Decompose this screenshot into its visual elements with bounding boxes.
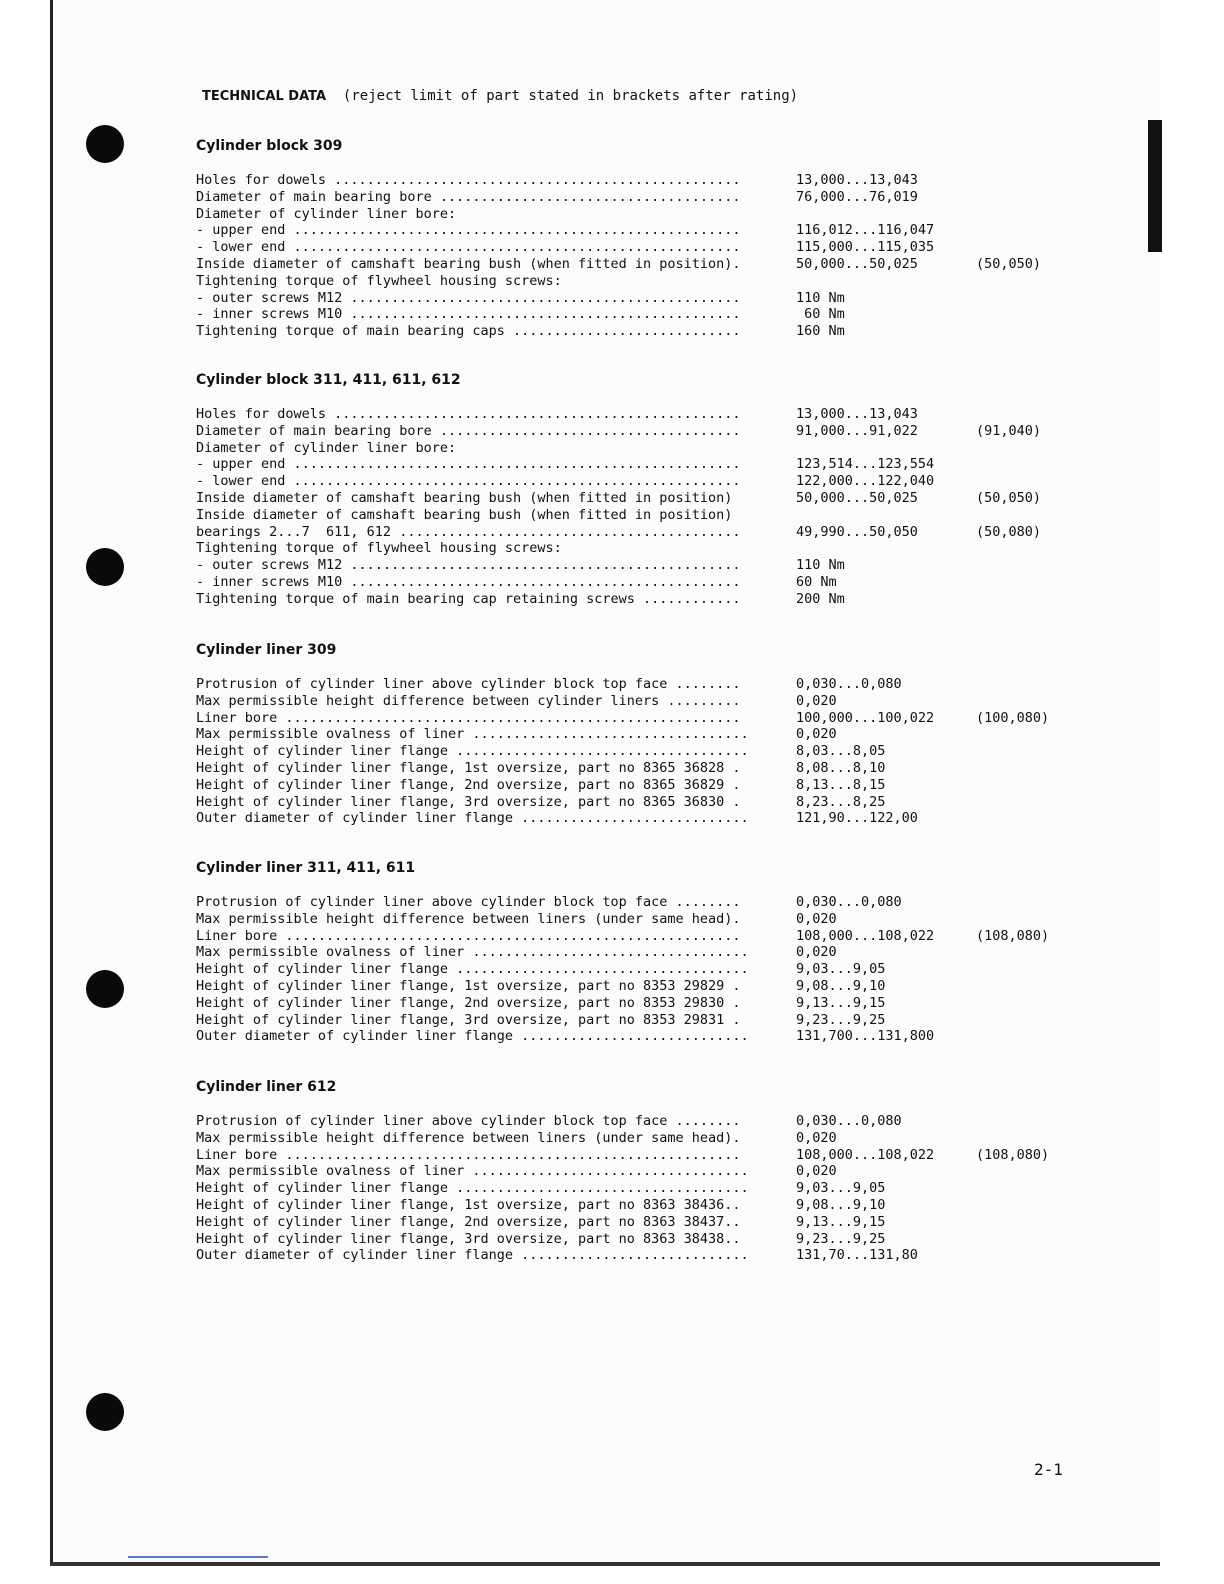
spec-label: Holes for dowels .................................................. xyxy=(196,172,741,188)
spec-label: Tightening torque of flywheel housing screws: xyxy=(196,272,562,289)
spec-row xyxy=(196,256,1096,273)
spec-label: Max permissible height difference between liners (under same head). xyxy=(196,910,741,927)
spec-row xyxy=(196,1180,1096,1197)
spec-label: Max permissible ovalness of liner .................................. xyxy=(196,944,749,961)
spec-reject xyxy=(976,1028,1076,1045)
spec-reject xyxy=(976,557,1076,574)
spec-reject xyxy=(976,911,1076,928)
spec-label: Tightening torque of flywheel housing screws: xyxy=(196,540,562,557)
title-subtitle: (reject limit of part stated in brackets after rating) xyxy=(342,88,799,104)
spec-label: bearings 2...7 611, 612 .......................................... xyxy=(196,523,741,540)
spec-value xyxy=(796,440,976,457)
spec-row xyxy=(196,1197,1096,1214)
spec-label: Max permissible ovalness of liner .................................. xyxy=(196,1163,749,1180)
spec-reject xyxy=(976,406,1076,423)
section-1 xyxy=(196,138,1096,340)
spec-value: 8,03...8,05 xyxy=(796,743,886,760)
spec-label: Height of cylinder liner flange, 3rd oversize, part no 8363 38438.. xyxy=(196,1230,741,1247)
spec-value: 9,23...9,25 xyxy=(796,1230,886,1247)
spec-value: 200 Nm xyxy=(796,590,845,607)
spec-value: 9,03...9,05 xyxy=(796,961,886,978)
spec-label: - upper end ....................................................... xyxy=(196,222,741,239)
spec-value: 91,000...91,022 xyxy=(796,422,918,439)
spec-reject: (108,080) xyxy=(976,1146,1050,1163)
spec-label: Height of cylinder liner flange, 3rd oversize, part no 8353 29831 . xyxy=(196,1011,741,1028)
spec-value: 0,020 xyxy=(796,692,837,709)
spec-row xyxy=(196,911,1096,928)
binder-hole-4 xyxy=(86,1393,124,1431)
spec-value: 60 Nm xyxy=(796,573,837,590)
spec-reject xyxy=(976,995,1076,1012)
spec-reject xyxy=(976,693,1076,710)
spec-reject xyxy=(976,574,1076,591)
page-left-edge xyxy=(50,0,53,1566)
spec-reject: (108,080) xyxy=(976,927,1050,944)
spec-row xyxy=(196,440,1096,457)
spec-value: 110 Nm xyxy=(796,289,845,306)
spec-row xyxy=(196,1163,1096,1180)
spec-reject xyxy=(976,206,1076,223)
spec-row xyxy=(196,1147,1096,1164)
spec-row xyxy=(196,710,1096,727)
spec-label: Liner bore ........................................................ xyxy=(196,1146,741,1163)
spec-row xyxy=(196,490,1096,507)
spec-value: 115,000...115,035 xyxy=(796,239,935,256)
spec-value: 13,000...13,043 xyxy=(796,406,918,422)
spec-row xyxy=(196,222,1096,239)
spec-row xyxy=(196,1113,1096,1130)
spec-reject xyxy=(976,172,1076,189)
spec-label: Height of cylinder liner flange, 1st oversize, part no 8363 38436.. xyxy=(196,1196,741,1213)
spec-value: 0,030...0,080 xyxy=(796,676,902,692)
spec-row xyxy=(196,206,1096,223)
spec-label: Height of cylinder liner flange, 1st oversize, part no 8353 29829 . xyxy=(196,977,741,994)
spec-label: Liner bore ........................................................ xyxy=(196,927,741,944)
spec-row xyxy=(196,524,1096,541)
spec-value: 0,020 xyxy=(796,1129,837,1146)
spec-reject xyxy=(976,894,1076,911)
change-bar xyxy=(1148,120,1162,252)
spec-label: Max permissible ovalness of liner .................................. xyxy=(196,726,749,743)
spec-value: 9,08...9,10 xyxy=(796,1196,886,1213)
spec-value: 60 Nm xyxy=(796,306,845,323)
spec-value: 9,23...9,25 xyxy=(796,1011,886,1028)
spec-label: Height of cylinder liner flange .................................... xyxy=(196,1180,749,1197)
spec-reject xyxy=(976,777,1076,794)
spec-label: Protrusion of cylinder liner above cylinder block top face ........ xyxy=(196,1113,741,1129)
spec-reject xyxy=(976,810,1076,827)
spec-value: 9,03...9,05 xyxy=(796,1180,886,1197)
spec-reject: (100,080) xyxy=(976,709,1050,726)
spec-reject xyxy=(976,456,1076,473)
spec-row xyxy=(196,961,1096,978)
spec-reject xyxy=(976,273,1076,290)
spec-value: 160 Nm xyxy=(796,323,845,340)
spec-label: Protrusion of cylinder liner above cylinder block top face ........ xyxy=(196,676,741,692)
spec-reject xyxy=(976,1130,1076,1147)
spec-label: - lower end ....................................................... xyxy=(196,239,741,256)
spec-value: 108,000...108,022 xyxy=(796,1146,935,1163)
spec-value xyxy=(796,206,976,223)
spec-reject xyxy=(976,1247,1076,1264)
spec-row xyxy=(196,794,1096,811)
spec-row xyxy=(196,323,1096,340)
spec-reject xyxy=(976,944,1076,961)
spec-label: - upper end ....................................................... xyxy=(196,456,741,473)
spec-row xyxy=(196,693,1096,710)
spec-label: Max permissible height difference between liners (under same head). xyxy=(196,1129,741,1146)
spec-row xyxy=(196,507,1096,524)
spec-row xyxy=(196,239,1096,256)
spec-reject: (91,040) xyxy=(976,422,1042,439)
spec-label: Diameter of cylinder liner bore: xyxy=(196,439,457,456)
spec-row xyxy=(196,273,1096,290)
section-4 xyxy=(196,860,1096,1045)
spec-value: 49,990...50,050 xyxy=(796,523,918,540)
spec-reject xyxy=(976,473,1076,490)
section-5 xyxy=(196,1079,1096,1264)
spec-reject xyxy=(976,760,1076,777)
spec-row xyxy=(196,726,1096,743)
spec-label: - inner screws M10 ................................................ xyxy=(196,306,741,323)
spec-reject xyxy=(976,743,1076,760)
spec-row xyxy=(196,306,1096,323)
spec-value: 131,70...131,80 xyxy=(796,1247,918,1264)
spec-value: 0,030...0,080 xyxy=(796,894,902,910)
title-text: TECHNICAL DATA xyxy=(202,89,327,104)
scan-artifact-line xyxy=(128,1556,268,1558)
spec-label: Diameter of cylinder liner bore: xyxy=(196,205,457,222)
spec-row xyxy=(196,456,1096,473)
spec-label: Liner bore ........................................................ xyxy=(196,709,741,726)
spec-row xyxy=(196,760,1096,777)
spec-value: 123,514...123,554 xyxy=(796,456,935,473)
spec-value: 50,000...50,025 xyxy=(796,489,918,506)
spec-row xyxy=(196,423,1096,440)
spec-row xyxy=(196,1012,1096,1029)
spec-reject: (50,050) xyxy=(976,489,1042,506)
spec-reject xyxy=(976,222,1076,239)
spec-label: Inside diameter of camshaft bearing bush (when fitted in position) xyxy=(196,489,733,506)
page-bottom-edge xyxy=(50,1562,1160,1566)
spec-reject xyxy=(976,794,1076,811)
spec-reject xyxy=(976,1180,1076,1197)
spec-label: Height of cylinder liner flange .................................... xyxy=(196,743,749,760)
spec-label: Outer diameter of cylinder liner flange ............................ xyxy=(196,810,749,827)
spec-row xyxy=(196,1214,1096,1231)
spec-label: Inside diameter of camshaft bearing bush (when fitted in position). xyxy=(196,255,741,272)
spec-value: 0,030...0,080 xyxy=(796,1113,902,1129)
spec-row xyxy=(196,574,1096,591)
spec-row xyxy=(196,1231,1096,1248)
spec-value: 121,90...122,00 xyxy=(796,810,918,827)
spec-value: 50,000...50,025 xyxy=(796,255,918,272)
section-2 xyxy=(196,372,1096,608)
spec-value: 100,000...100,022 xyxy=(796,709,935,726)
spec-row xyxy=(196,810,1096,827)
section-heading: Cylinder block 309 xyxy=(196,138,343,154)
spec-label: Height of cylinder liner flange, 2nd oversize, part no 8353 29830 . xyxy=(196,994,741,1011)
spec-label: - outer screws M12 ................................................ xyxy=(196,289,741,306)
spec-value: 76,000...76,019 xyxy=(796,188,918,205)
spec-value: 9,08...9,10 xyxy=(796,977,886,994)
binder-hole-1 xyxy=(86,125,124,163)
spec-value: 131,700...131,800 xyxy=(796,1028,935,1045)
section-heading: Cylinder block 311, 411, 611, 612 xyxy=(196,372,461,388)
page-number: 2-1 xyxy=(1034,1460,1063,1479)
spec-label: Height of cylinder liner flange .................................... xyxy=(196,961,749,978)
spec-value: 0,020 xyxy=(796,944,837,961)
spec-value: 8,13...8,15 xyxy=(796,776,886,793)
spec-reject xyxy=(976,961,1076,978)
spec-row xyxy=(196,406,1096,423)
spec-reject xyxy=(976,978,1076,995)
spec-row xyxy=(196,290,1096,307)
spec-reject: (50,080) xyxy=(976,523,1042,540)
spec-reject xyxy=(976,591,1076,608)
spec-label: - inner screws M10 ................................................ xyxy=(196,573,741,590)
spec-row xyxy=(196,557,1096,574)
spec-label: Diameter of main bearing bore ..................................... xyxy=(196,188,741,205)
spec-label: - outer screws M12 ................................................ xyxy=(196,557,741,574)
spec-row xyxy=(196,172,1096,189)
spec-row xyxy=(196,944,1096,961)
spec-reject xyxy=(976,1163,1076,1180)
spec-label: Height of cylinder liner flange, 2nd oversize, part no 8365 36829 . xyxy=(196,776,741,793)
spec-reject xyxy=(976,1231,1076,1248)
spec-row xyxy=(196,189,1096,206)
spec-row xyxy=(196,1130,1096,1147)
spec-label: Diameter of main bearing bore ..................................... xyxy=(196,422,741,439)
spec-value xyxy=(796,507,976,524)
spec-label: Max permissible height difference between cylinder liners ......... xyxy=(196,692,741,709)
spec-row xyxy=(196,894,1096,911)
spec-row xyxy=(196,995,1096,1012)
spec-label: Tightening torque of main bearing cap retaining screws ............ xyxy=(196,590,741,607)
spec-row xyxy=(196,676,1096,693)
spec-value: 8,08...8,10 xyxy=(796,759,886,776)
spec-value: 13,000...13,043 xyxy=(796,172,918,188)
spec-reject xyxy=(976,1197,1076,1214)
spec-value: 122,000...122,040 xyxy=(796,473,935,490)
spec-reject xyxy=(976,239,1076,256)
spec-row xyxy=(196,591,1096,608)
spec-label: Protrusion of cylinder liner above cylinder block top face ........ xyxy=(196,894,741,910)
spec-value: 108,000...108,022 xyxy=(796,927,935,944)
spec-value: 0,020 xyxy=(796,1163,837,1180)
spec-label: Outer diameter of cylinder liner flange ............................ xyxy=(196,1247,749,1264)
spec-reject xyxy=(976,323,1076,340)
page-title xyxy=(202,88,798,104)
spec-reject xyxy=(976,540,1076,557)
binder-hole-2 xyxy=(86,548,124,586)
spec-reject xyxy=(976,306,1076,323)
spec-label: Height of cylinder liner flange, 2nd oversize, part no 8363 38437.. xyxy=(196,1213,741,1230)
spec-reject xyxy=(976,290,1076,307)
spec-reject xyxy=(976,726,1076,743)
spec-row xyxy=(196,777,1096,794)
spec-reject xyxy=(976,189,1076,206)
spec-label: Holes for dowels .................................................. xyxy=(196,406,741,422)
spec-reject xyxy=(976,507,1076,524)
spec-reject xyxy=(976,1012,1076,1029)
spec-value xyxy=(796,273,976,290)
spec-row xyxy=(196,978,1096,995)
section-3 xyxy=(196,642,1096,827)
spec-reject xyxy=(976,1214,1076,1231)
binder-hole-3 xyxy=(86,970,124,1008)
spec-value: 0,020 xyxy=(796,910,837,927)
section-heading: Cylinder liner 311, 411, 611 xyxy=(196,860,416,876)
spec-label: Height of cylinder liner flange, 1st oversize, part no 8365 36828 . xyxy=(196,759,741,776)
spec-label: Height of cylinder liner flange, 3rd oversize, part no 8365 36830 . xyxy=(196,793,741,810)
spec-label: - lower end ....................................................... xyxy=(196,473,741,490)
spec-reject xyxy=(976,1113,1076,1130)
spec-label: Outer diameter of cylinder liner flange ............................ xyxy=(196,1028,749,1045)
spec-value: 116,012...116,047 xyxy=(796,222,935,239)
spec-row xyxy=(196,540,1096,557)
spec-value: 9,13...9,15 xyxy=(796,1213,886,1230)
spec-reject xyxy=(976,676,1076,693)
spec-reject xyxy=(976,440,1076,457)
spec-row xyxy=(196,1247,1096,1264)
spec-row xyxy=(196,928,1096,945)
spec-row xyxy=(196,473,1096,490)
spec-value xyxy=(796,540,976,557)
spec-value: 9,13...9,15 xyxy=(796,994,886,1011)
section-heading: Cylinder liner 612 xyxy=(196,1079,337,1095)
spec-row xyxy=(196,743,1096,760)
spec-row xyxy=(196,1028,1096,1045)
spec-value: 8,23...8,25 xyxy=(796,793,886,810)
spec-value: 110 Nm xyxy=(796,557,845,574)
section-heading: Cylinder liner 309 xyxy=(196,642,337,658)
spec-label: Tightening torque of main bearing caps ............................ xyxy=(196,323,741,340)
spec-reject: (50,050) xyxy=(976,255,1042,272)
spec-label: Inside diameter of camshaft bearing bush (when fitted in position) xyxy=(196,506,733,523)
spec-value: 0,020 xyxy=(796,726,837,743)
